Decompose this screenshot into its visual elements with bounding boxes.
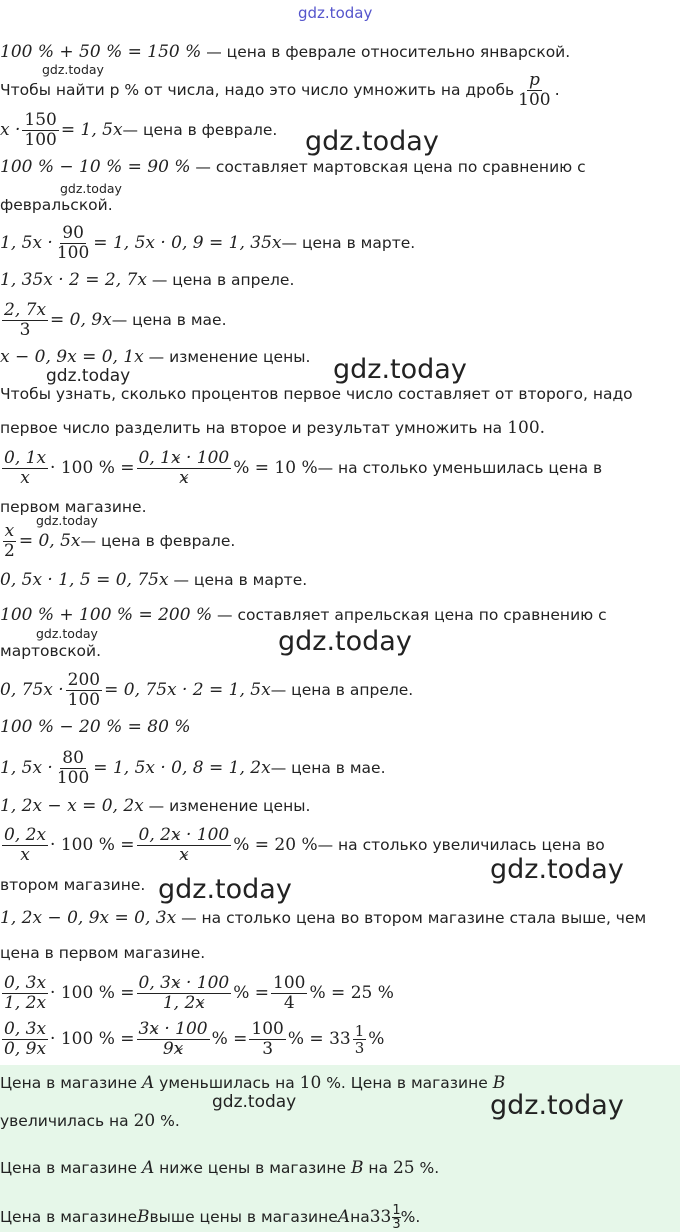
fraction: $\frac{80}{100}$ [56,747,90,788]
solution-line-23: втором магазине. [0,876,146,894]
solution-line-13: первом магазине. [0,498,147,516]
solution-line-18: 0, 75x · $\frac{200}{100}$ = 0, 75x · 2 = 1, 5x — цена в апреле. [0,669,414,710]
answer-line-4: Цена в магазине B выше цены в магазине A на 33 1 3 %. [0,1203,421,1231]
solution-line-15: 0, 5x · 1, 5 = 0, 75x — цена в марте. [0,570,308,590]
solution-line-25: цена в первом магазине. [0,944,206,962]
fraction: $\frac{0, 1x \cdot 100}{x}$ [138,447,230,488]
fraction: p 100 [518,69,551,110]
watermark: gdz.today [212,1092,297,1112]
watermark: gdz.today [36,513,98,528]
fraction: 1 3 [392,1203,401,1231]
solution-line-1: 100 % + 50 % = 150 % — цена в феврале относительно январской. [0,42,571,62]
fraction: 0, 2x x [4,824,47,865]
solution-line-3: x · $\frac{150}{100}$ = 1, 5x — цена в феврале. [0,109,278,150]
solution-line-19: 100 % − 20 % = 80 % [0,717,191,737]
answer-line-3: Цена в магазине A ниже цены в магазине B на 25 %. [0,1158,440,1178]
solution-line-24: 1, 2x − 0, 9x = 0, 3x — на столько цена во втором магазине стала выше, чем [0,908,647,928]
solution-line-17: мартовской. [0,642,102,660]
fraction: $\frac{0, 2x \cdot 100}{x}$ [138,824,230,865]
solution-line-2: Чтобы найти p % от числа, надо это число умножить на дробь p 100 . [0,69,560,110]
watermark: gdz.today [158,874,292,905]
fraction: $\frac{100}{4}$ [273,972,306,1013]
solution-line-4: 100 % − 10 % = 90 % — составляет мартовская цена по сравнению с [0,157,586,177]
fraction: $\frac{100}{3}$ [251,1018,284,1059]
solution-line-7: 1, 35x · 2 = 2, 7x — цена в апреле. [0,270,295,290]
fraction: 0, 3x 1, 2x [4,972,47,1013]
solution-line-26: 0, 3x 1, 2x · 100 % = $\frac{0, 3x \cdot 100}{1, 2x}$ % = $\frac{100}{4}$ % = 25 % [4,972,394,1013]
fraction: 0, 3x 0, 9x [4,1018,47,1059]
solution-line-20: 1, 5x · $\frac{80}{100}$ = 1, 5x · 0, 8 = 1, 2x — цена в мае. [0,747,386,788]
answer-line-1: Цена в магазине A уменьшилась на 10 %. Цена в магазине B [0,1073,506,1093]
watermark: gdz.today [490,854,624,885]
fraction: 1 3 [354,1021,365,1057]
fraction: $\frac{2, 7x}{3}$ [4,299,47,340]
watermark: gdz.today [278,626,412,657]
fraction: $\frac{150}{100}$ [24,109,57,150]
fraction: $\frac{0, 3x \cdot 100}{1, 2x}$ [138,972,230,1013]
fraction: $\frac{90}{100}$ [56,222,90,263]
watermark: gdz.today [333,354,467,385]
watermark: gdz.today [490,1090,624,1121]
solution-line-6: 1, 5x · $\frac{90}{100}$ = 1, 5x · 0, 9 = 1, 35x — цена в марте. [0,222,416,263]
watermark: gdz.today [46,366,131,386]
solution-line-27: 0, 3x 0, 9x · 100 % = $\frac{3x \cdot 100}{9x}$ % = $\frac{100}{3}$ % = 33 1 3 % [4,1018,385,1059]
watermark: gdz.today [305,126,439,157]
solution-line-5: февральской. [0,196,113,214]
fraction: $\frac{3x \cdot 100}{9x}$ [138,1018,208,1059]
watermark: gdz.today [36,626,98,641]
fraction: $\frac{200}{100}$ [67,669,101,710]
solution-line-10: Чтобы узнать, сколько процентов первое число составляет от второго, надо [0,385,633,403]
watermark: gdz.today [42,62,104,77]
solution-line-9: x − 0, 9x = 0, 1x — изменение цены. [0,347,311,367]
solution-line-11: первое число разделить на второе и результат умножить на 100. [0,418,546,438]
solution-line-16: 100 % + 100 % = 200 % — составляет апрельская цена по сравнению с [0,605,607,625]
watermark: gdz.today [60,181,122,196]
solution-line-14: $\frac{x}{2}$ = 0, 5x — цена в феврале. [4,520,236,561]
solution-line-8: $\frac{2, 7x}{3}$ = 0, 9x — цена в мае. [4,299,227,340]
fraction: $\frac{x}{2}$ [4,520,15,561]
solution-line-22: 0, 2x x · 100 % = $\frac{0, 2x \cdot 100}{x}$ % = 20 % — на столько увеличилась цена во [4,824,605,865]
solution-line-12: 0, 1x x · 100 % = $\frac{0, 1x \cdot 100}{x}$ % = 10 % — на столько уменьшилась цена в [4,447,603,488]
solution-line-21: 1, 2x − x = 0, 2x — изменение цены. [0,796,311,816]
fraction: 0, 1x x [4,447,47,488]
watermark-top: gdz.today [298,4,373,22]
answer-line-2: увеличилась на 20 %. [0,1111,180,1131]
